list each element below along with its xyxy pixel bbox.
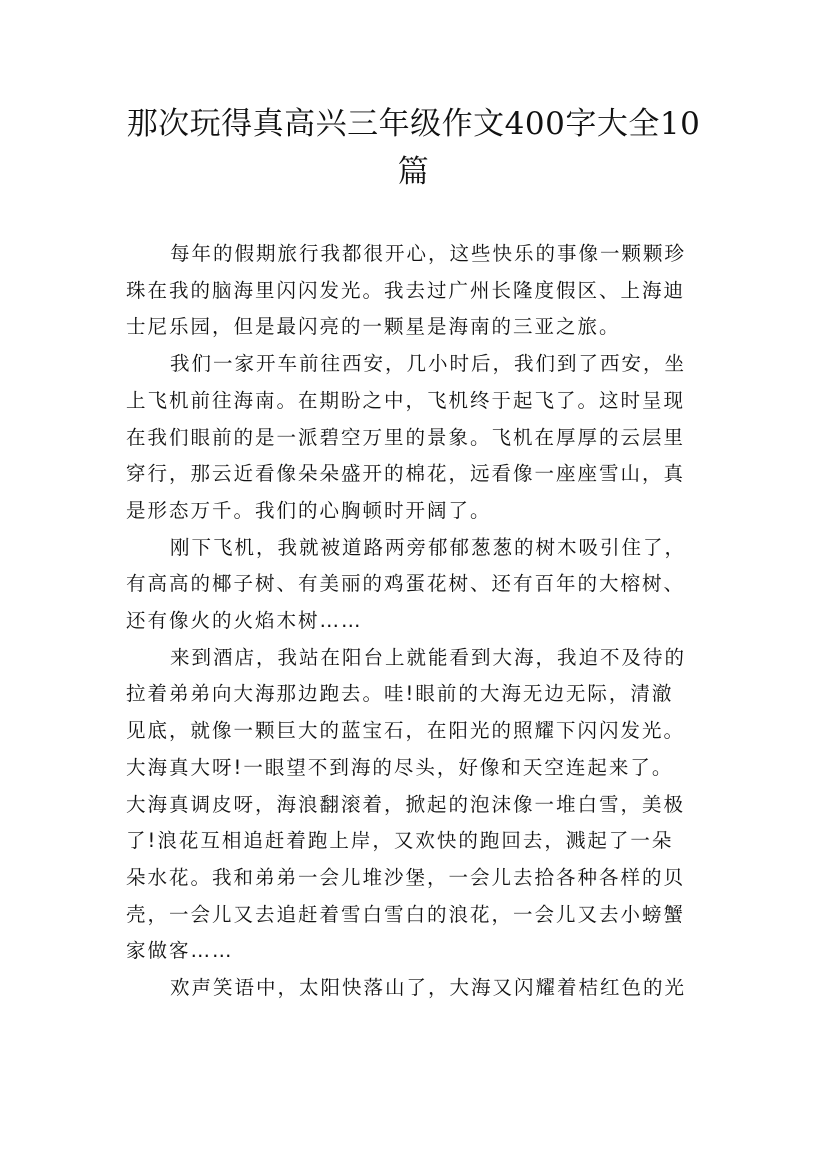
- document-body: [126, 236, 716, 1007]
- title-line-1: 那次玩得真高兴三年级作文400字大全10: [126, 106, 701, 142]
- text-line: 穿行，那云近看像朵朵盛开的棉花，远看像一座座雪山，真: [126, 462, 686, 486]
- text-line: 大海真大呀!一眼望不到海的尽头，好像和天空连起来了。: [126, 755, 674, 779]
- text-line: 了!浪花互相追赶着跑上岸，又欢快的跑回去，溅起了一朵: [126, 829, 674, 853]
- text-line: 见底，就像一颗巨大的蓝宝石，在阳光的照耀下闪闪发光。: [126, 719, 686, 743]
- text-line: 壳，一会儿又去追赶着雪白雪白的浪花，一会儿又去小螃蟹: [126, 902, 686, 926]
- text-line: 家做客……: [126, 939, 234, 963]
- title-line-2: 篇: [397, 154, 430, 190]
- text-line: 士尼乐园，但是最闪亮的一颗星是海南的三亚之旅。: [126, 315, 621, 339]
- text-line: 在我们眼前的是一派碧空万里的景象。飞机在厚厚的云层里: [126, 425, 686, 449]
- text-line: 珠在我的脑海里闪闪发光。我去过广州长隆度假区、上海迪: [126, 278, 686, 302]
- text-line: 朵水花。我和弟弟一会儿堆沙堡，一会儿去拾各种各样的贝: [126, 865, 686, 889]
- text-line: 拉着弟弟向大海那边跑去。哇!眼前的大海无边无际，清澈: [126, 682, 674, 706]
- text-line: 欢声笑语中，太阳快落山了，大海又闪耀着桔红色的光: [170, 976, 687, 1000]
- paragraph-3: [126, 530, 716, 640]
- text-line: 每年的假期旅行我都很开心，这些快乐的事像一颗颗珍: [170, 242, 687, 265]
- paragraph-2: [126, 346, 716, 530]
- document-title: [110, 100, 717, 196]
- paragraph-5: [126, 970, 716, 1007]
- text-line: 刚下飞机，我就被道路两旁郁郁葱葱的树木吸引住了，: [170, 535, 687, 559]
- text-line: 上飞机前往海南。在期盼之中，飞机终于起飞了。这时呈现: [126, 388, 686, 412]
- text-line: 还有像火的火焰木树……: [126, 609, 363, 633]
- text-line: 是形态万千。我们的心胸顿时开阔了。: [126, 498, 492, 522]
- paragraph-1: [126, 236, 716, 346]
- text-line: 我们一家开车前往西安，几小时后，我们到了西安，坐: [170, 352, 687, 376]
- text-line: 有高高的椰子树、有美丽的鸡蛋花树、还有百年的大榕树、: [126, 572, 686, 596]
- text-line: 大海真调皮呀，海浪翻滚着，掀起的泡沫像一堆白雪，美极: [126, 792, 686, 816]
- text-line: 来到酒店，我站在阳台上就能看到大海，我迫不及待的: [170, 645, 687, 669]
- paragraph-4: [126, 640, 716, 970]
